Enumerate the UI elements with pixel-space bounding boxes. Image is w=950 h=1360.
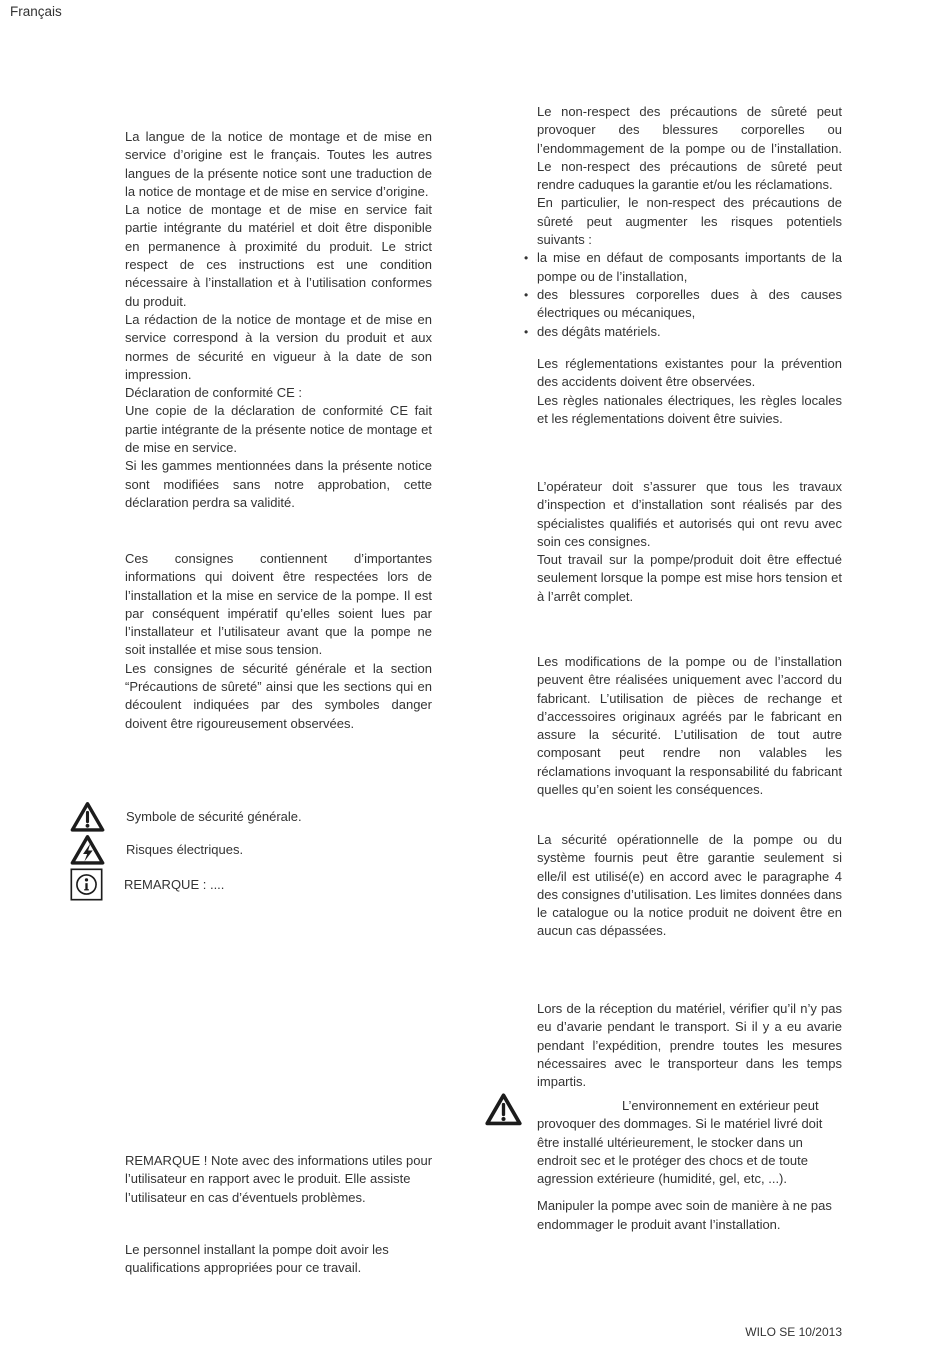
paragraph-intro-1: La langue de la notice de montage et de mise en service d’origine est le français. Toutes les autres langues de la présente notice sont une traduction de la notice de montage et de mise en service d’origine.: [125, 129, 432, 199]
symbol-label-electrical-risk: Risques électriques.: [126, 841, 244, 857]
page-footer: WILO SE 10/2013: [745, 1325, 842, 1339]
paragraph-intro-3: La rédaction de la notice de montage et de mise en service correspond à la version du produit et aux normes de sécurité en vigueur à la date de son impression.: [125, 311, 432, 382]
section-environnement: [537, 1097, 842, 1234]
warning-triangle-exclamation-icon: [485, 1092, 522, 1126]
risk-bullet-list: [537, 249, 842, 340]
risk-bullet-item: • des blessures corporelles dues à des causes électriques ou mécaniques,: [537, 286, 842, 323]
section-operateur: [537, 478, 842, 606]
section-securite-operationnelle: [537, 831, 842, 941]
section-reglementations: [537, 355, 842, 428]
paragraph-operateur-2: Tout travail sur la pompe/produit doit être effectué seulement lorsque la pompe est mise hors tension et à l’arrêt complet.: [537, 552, 842, 604]
symbol-label-remarque: REMARQUE : ....: [124, 876, 225, 892]
section-intro-notice: [125, 128, 432, 512]
paragraph-intro-5: Une copie de la déclaration de conformité CE fait partie intégrante de la présente notice de montage et de mise en service.: [125, 403, 432, 456]
paragraph-reglementations-2: Les règles nationales électriques, les règles locales et les réglementations doivent être suivies.: [537, 392, 842, 426]
note-info-icon: [70, 868, 103, 901]
symbol-row-remarque: [70, 868, 224, 901]
paragraph-non-respect-2: En particulier, le non-respect des précautions de sûreté peut augmenter les risques potentiels suivants :: [537, 195, 842, 248]
symbol-row-electrical-risk: [70, 834, 243, 865]
section-modifications: [537, 653, 842, 799]
paragraph-operateur-1: L’opérateur doit s’assurer que tous les travaux d’inspection et d’installation sont réalisés par des spécialistes qualifiés et autorisés qui ont revu avec soin ces consignes.: [537, 479, 842, 549]
paragraph-consignes-1: Ces consignes contiennent d’importantes informations qui doivent être respectées lors de l’installation et la mise en service de la pompe. Il est par conséquent impératif qu’elles soient lues par l’installateur et l’utilisateur avant que la pompe ne soit installée et mise sous tension.: [125, 551, 432, 658]
paragraph-reception: Lors de la réception du matériel, vérifier qu’il n’y pas eu d’avarie pendant le transport. Si il y a eu avarie pendant l’expédition, prendre toutes les mesures nécessaires avec le transporteur dans les temps impartis.: [537, 1001, 842, 1090]
risk-bullet-item: • la mise en défaut de composants importants de la pompe ou de l’installation,: [537, 249, 842, 286]
symbol-row-general-safety: [70, 801, 302, 832]
paragraph-modifications: Les modifications de la pompe ou de l’installation peuvent être réalisées uniquement avec l’accord du fabricant. L’utilisation de pièces de rechange et d’accessoires originaux agréés par le fabricant en assure la sécurité. L’utilisation de tout autre composant peut rendre non valables les réclamations invoquant la responsabilité du fabricant quelles qu’en soient les conséquences.: [537, 654, 842, 798]
symbol-label-general-safety: Symbole de sécurité générale.: [126, 808, 302, 824]
paragraph-intro-6: Si les gammes mentionnées dans la présente notice sont modifiées sans notre approbation, cette déclaration perdra sa validité.: [125, 458, 432, 510]
paragraph-manipulation: Manipuler la pompe avec soin de manière à ne pas endommager le produit avant l’installation.: [537, 1198, 832, 1232]
warning-triangle-exclamation-icon: [70, 801, 105, 832]
page-language-header: Français: [10, 4, 62, 19]
paragraph-intro-2: La notice de montage et de mise en service fait partie intégrante du matériel et doit être disponible en permanence à proximité du produit. Le strict respect de ces instructions est une condition nécessaire à l’installation et à l’utilisation conformes du produit.: [125, 202, 432, 309]
paragraph-remarque-note: REMARQUE ! Note avec des informations utiles pour l’utilisateur en rapport avec le produit. Elle assiste l’utilisateur en cas d’éventuels problèmes.: [125, 1153, 433, 1205]
section-reception: [537, 1000, 842, 1091]
section-non-respect: [537, 103, 842, 341]
section-remarque-note: [125, 1152, 435, 1207]
paragraph-consignes-2: Les consignes de sécurité générale et la section “Précautions de sûreté” ainsi que les sections qui en découlent indiquées par des symboles danger doivent être rigoureusement observées.: [125, 660, 432, 731]
paragraph-intro-4: Déclaration de conformité CE :: [125, 385, 303, 401]
paragraph-securite-operationnelle: La sécurité opérationnelle de la pompe ou du système fournis peut être garantie seulement si elle/il est utilisé(e) en accord avec le paragraphe 4 des consignes d’utilisation. Les limites données dans le catalogue ou la notice produit ne doivent être en aucun cas dépassées.: [537, 832, 842, 939]
paragraph-reglementations-1: Les réglementations existantes pour la prévention des accidents doivent être observées.: [537, 356, 842, 390]
paragraph-environnement-warning: L’environnement en extérieur peut provoquer des dommages. Si le matériel livré doit être installé ultérieurement, le stocker dans un endroit sec et le protéger des chocs et de toute agression extérieure (humidité, gel, etc, ...).: [537, 1098, 823, 1187]
warning-triangle-lightning-icon: [70, 834, 105, 865]
paragraph-personnel: Le personnel installant la pompe doit avoir les qualifications appropriées pour ce travail.: [125, 1242, 389, 1276]
section-consignes: [125, 550, 432, 733]
risk-bullet-item: • des dégâts matériels.: [537, 323, 842, 341]
section-personnel: [125, 1241, 432, 1278]
paragraph-non-respect-1: Le non-respect des précautions de sûreté peut provoquer des blessures corporelles ou l’endommagement de la pompe ou de l’installation. Le non-respect des précautions de sûreté peut rendre caduques la garantie et/ou les réclamations.: [537, 104, 842, 193]
